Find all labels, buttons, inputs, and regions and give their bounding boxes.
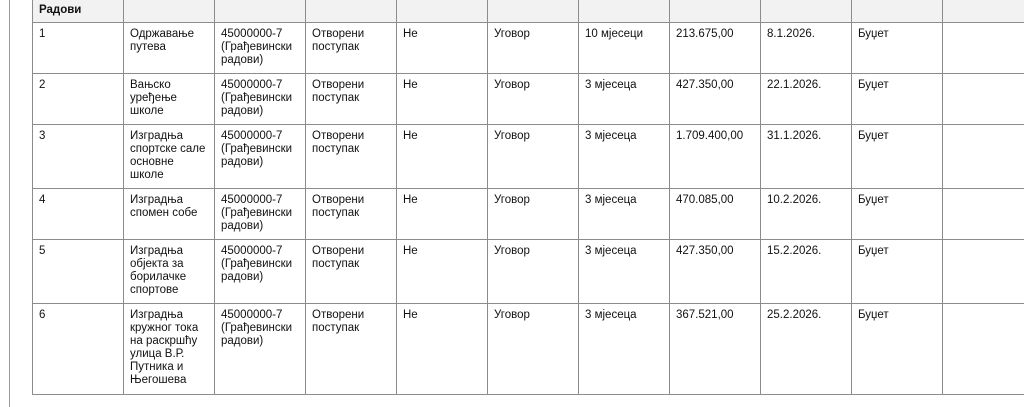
date-cell [761, 189, 852, 240]
procurement-plan-table [32, 0, 1024, 395]
funding-source-cell-text: Буџет [858, 130, 889, 142]
contract-type-cell-text: Уговор [494, 309, 530, 321]
contract-type-cell-text: Уговор [494, 194, 530, 206]
row-number-text: 3 [39, 130, 46, 142]
cpv-code-cell [215, 23, 306, 74]
value-cell-text: 427.350,00 [676, 245, 734, 257]
subject-cell [124, 240, 215, 304]
table-row [33, 240, 1024, 304]
row-number [33, 189, 124, 240]
flag-cell [397, 240, 488, 304]
cpv-code-cell-text: 45000000-7 (Грађевински радови) [221, 245, 293, 283]
flag-cell [397, 189, 488, 240]
funding-source-cell [852, 23, 943, 74]
section-label: Радови [33, 0, 124, 23]
procedure-cell [306, 304, 397, 395]
subject-cell-text: Изградња спортске сале основне школе [130, 130, 206, 181]
subject-cell [124, 304, 215, 395]
duration-cell [579, 74, 670, 125]
subject-cell-text: Изградња кружног тока на раскршћу улица В.Р. Путника и Његошева [130, 309, 199, 386]
flag-cell-text: Не [403, 309, 418, 321]
empty-cell [943, 74, 1024, 125]
contract-type-cell [488, 23, 579, 74]
procedure-cell-text: Отворени поступак [312, 79, 365, 104]
date-cell [761, 304, 852, 395]
subject-cell [124, 189, 215, 240]
contract-type-cell-text: Уговор [494, 130, 530, 142]
date-cell-text: 8.1.2026. [767, 28, 815, 40]
cpv-code-cell [215, 240, 306, 304]
procedure-cell [306, 125, 397, 189]
duration-cell-text: 3 мјесеца [585, 79, 637, 91]
value-cell [670, 74, 761, 125]
row-number [33, 240, 124, 304]
subject-cell-text: Изградња спомен собе [130, 194, 198, 219]
flag-cell-text: Не [403, 130, 418, 142]
table-row [33, 189, 1024, 240]
procedure-cell [306, 240, 397, 304]
duration-cell [579, 189, 670, 240]
procedure-cell-text: Отворени поступак [312, 245, 365, 270]
flag-cell-text: Не [403, 245, 418, 257]
duration-cell-text: 3 мјесеца [585, 130, 637, 142]
contract-type-cell-text: Уговор [494, 28, 530, 40]
row-number [33, 23, 124, 74]
value-cell [670, 304, 761, 395]
cpv-code-cell-text: 45000000-7 (Грађевински радови) [221, 28, 293, 66]
funding-source-cell [852, 125, 943, 189]
date-cell-text: 15.2.2026. [767, 245, 822, 257]
subject-cell-text: Изградња објекта за борилачке спортове [130, 245, 187, 296]
flag-cell [397, 125, 488, 189]
value-cell-text: 367.521,00 [676, 309, 734, 321]
cpv-code-cell [215, 189, 306, 240]
subject-cell [124, 125, 215, 189]
subject-cell [124, 74, 215, 125]
value-cell [670, 240, 761, 304]
cpv-code-cell [215, 304, 306, 395]
empty-cell [943, 125, 1024, 189]
cpv-code-cell-text: 45000000-7 (Грађевински радови) [221, 130, 293, 168]
subject-cell-text: Одржавање путева [130, 28, 195, 53]
value-cell-text: 470.085,00 [676, 194, 734, 206]
row-number-text: 6 [39, 309, 46, 321]
value-cell [670, 189, 761, 240]
procedure-cell [306, 74, 397, 125]
cpv-code-cell-text: 45000000-7 (Грађевински радови) [221, 79, 293, 117]
duration-cell [579, 125, 670, 189]
row-number [33, 74, 124, 125]
value-cell [670, 125, 761, 189]
funding-source-cell-text: Буџет [858, 309, 889, 321]
table-row [33, 304, 1024, 395]
date-cell-text: 22.1.2026. [767, 79, 822, 91]
date-cell [761, 240, 852, 304]
duration-cell-text: 3 мјесеца [585, 309, 637, 321]
contract-type-cell-text: Уговор [494, 79, 530, 91]
date-cell-text: 31.1.2026. [767, 130, 822, 142]
row-number-text: 4 [39, 194, 46, 206]
row-number-text: 5 [39, 245, 46, 257]
cpv-code-cell-text: 45000000-7 (Грађевински радови) [221, 309, 293, 347]
funding-source-cell-text: Буџет [858, 245, 889, 257]
value-cell-text: 1.709.400,00 [676, 130, 744, 142]
contract-type-cell [488, 189, 579, 240]
row-number-text: 2 [39, 79, 46, 91]
duration-cell [579, 304, 670, 395]
procedure-cell [306, 189, 397, 240]
funding-source-cell [852, 240, 943, 304]
page-left-border [9, 0, 10, 407]
procedure-cell-text: Отворени поступак [312, 309, 365, 334]
subject-cell [124, 23, 215, 74]
date-cell [761, 125, 852, 189]
empty-cell [943, 189, 1024, 240]
funding-source-cell-text: Буџет [858, 79, 889, 91]
date-cell-text: 25.2.2026. [767, 309, 822, 321]
duration-cell [579, 240, 670, 304]
empty-cell [943, 23, 1024, 74]
flag-cell-text: Не [403, 28, 418, 40]
table-row [33, 74, 1024, 125]
flag-cell-text: Не [403, 79, 418, 91]
procedure-cell-text: Отворени поступак [312, 28, 365, 53]
duration-cell-text: 10 мјесеци [585, 28, 643, 40]
empty-cell [943, 240, 1024, 304]
procedure-cell [306, 23, 397, 74]
contract-type-cell [488, 304, 579, 395]
cpv-code-cell [215, 125, 306, 189]
table-row [33, 125, 1024, 189]
subject-cell-text: Вањско уређење школе [130, 79, 177, 117]
funding-source-cell [852, 304, 943, 395]
duration-cell [579, 23, 670, 74]
contract-type-cell [488, 74, 579, 125]
table-row [33, 23, 1024, 74]
value-cell-text: 213.675,00 [676, 28, 734, 40]
contract-type-cell-text: Уговор [494, 245, 530, 257]
duration-cell-text: 3 мјесеца [585, 194, 637, 206]
empty-cell [943, 304, 1024, 395]
funding-source-cell-text: Буџет [858, 194, 889, 206]
funding-source-cell-text: Буџет [858, 28, 889, 40]
funding-source-cell [852, 189, 943, 240]
section-header-row [33, 0, 1024, 23]
funding-source-cell [852, 74, 943, 125]
duration-cell-text: 3 мјесеца [585, 245, 637, 257]
cpv-code-cell [215, 74, 306, 125]
value-cell-text: 427.350,00 [676, 79, 734, 91]
flag-cell [397, 74, 488, 125]
row-number [33, 125, 124, 189]
flag-cell-text: Не [403, 194, 418, 206]
cpv-code-cell-text: 45000000-7 (Грађевински радови) [221, 194, 293, 232]
procedure-cell-text: Отворени поступак [312, 130, 365, 155]
flag-cell [397, 304, 488, 395]
row-number [33, 304, 124, 395]
flag-cell [397, 23, 488, 74]
date-cell [761, 74, 852, 125]
contract-type-cell [488, 125, 579, 189]
row-number-text: 1 [39, 28, 46, 40]
procedure-cell-text: Отворени поступак [312, 194, 365, 219]
date-cell [761, 23, 852, 74]
value-cell [670, 23, 761, 74]
contract-type-cell [488, 240, 579, 304]
date-cell-text: 10.2.2026. [767, 194, 822, 206]
